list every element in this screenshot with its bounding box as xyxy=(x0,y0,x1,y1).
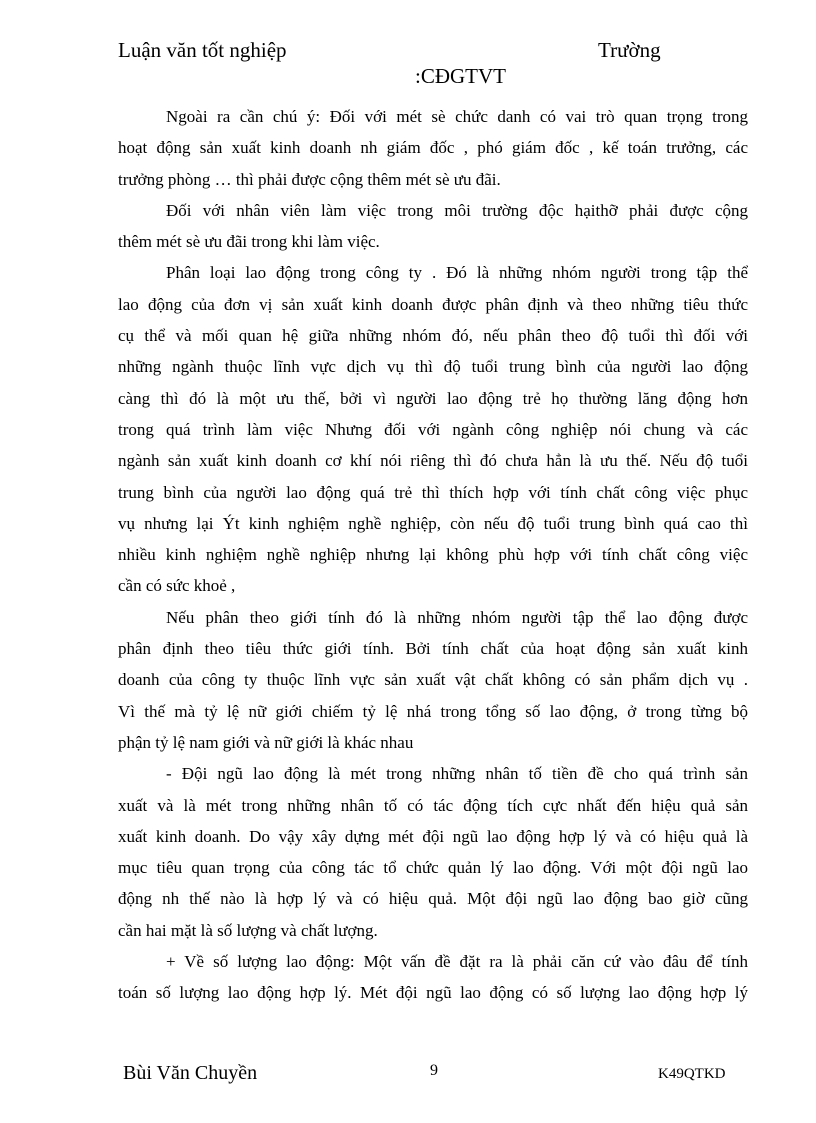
header-school: Trường xyxy=(598,38,661,62)
text-line: cần hai mặt là số lượng và chất lượng. xyxy=(118,920,378,940)
text-line: xuất và là mét trong những nhân tố có tác động tích cực nhất đến hiệu quả sản xyxy=(118,795,748,815)
text-line: động nh thế nào là hợp lý và có hiệu quả. Một đội ngũ lao động bao giờ cũng xyxy=(118,889,748,909)
text-line: lao động của đơn vị sản xuất kinh doanh được phân định và theo những tiêu thức xyxy=(118,294,748,314)
text-line: mục tiêu quan trọng của công tác tổ chức quản lý lao động. Với một đội ngũ lao xyxy=(118,858,748,878)
text-line: hoạt động sản xuất kinh doanh nh giám đốc , phó giám đốc , kế toán trưởng, các xyxy=(118,138,748,158)
text-line: cụ thể và mối quan hệ giữa những nhóm đó, nếu phân theo độ tuổi thì đối với xyxy=(118,326,748,346)
footer-author: Bùi Văn Chuyền xyxy=(123,1062,258,1084)
text-line: ngành sản xuất kinh doanh cơ khí nói riêng thì đó chưa hẳn là ưu thế. Nếu độ tuổi xyxy=(118,451,748,471)
text-line: Nếu phân theo giới tính đó là những nhóm người tập thể lao động được xyxy=(166,607,748,627)
header-title: Luận văn tốt nghiệp xyxy=(118,38,287,62)
text-line: nhiều kinh nghiệm nghề nghiệp nhưng lại không phù hợp với tính chất công việc xyxy=(118,545,748,565)
text-line: phận tỷ lệ nam giới và nữ giới là khác nhau xyxy=(118,732,414,752)
text-line: vụ nhưng lại Ýt kinh nghiệm nghề nghiệp, còn nếu độ tuổi trung bình quá cao thì xyxy=(118,513,748,533)
text-line: doanh của công ty thuộc lĩnh vực sản xuất vật chất không có sản phẩm dịch vụ . xyxy=(118,670,748,690)
text-line: xuất kinh doanh. Do vậy xây dựng mét đội ngũ lao động hợp lý và có hiệu quả là xyxy=(118,826,748,846)
text-line: + Về số lượng lao động: Một vấn đề đặt ra là phải căn cứ vào đâu để tính xyxy=(166,952,748,972)
text-line: những ngành thuộc lĩnh vực dịch vụ thì độ tuổi trung bình của người lao động xyxy=(118,357,748,377)
text-line: trong quá trình làm việc Nhưng đối với ngành công nghiệp nói chung và các xyxy=(118,419,748,439)
page-number: 9 xyxy=(430,1062,438,1079)
text-line: Ngoài ra cần chú ý: Đối với mét sè chức danh có vai trò quan trọng trong xyxy=(166,107,748,126)
text-line: phân định theo tiêu thức giới tính. Bởi tính chất của hoạt động sản xuất kinh xyxy=(118,639,748,659)
header-school-code: :CĐGTVT xyxy=(415,64,506,88)
text-line: Phân loại lao động trong công ty . Đó là những nhóm người trong tập thể xyxy=(166,263,748,283)
footer-code: K49QTKD xyxy=(658,1066,726,1082)
text-line: trưởng phòng … thì phải được cộng thêm mét sè ưu đãi. xyxy=(118,169,501,189)
text-line: toán số lượng lao động hợp lý. Mét đội ngũ lao động có số lượng lao động hợp lý xyxy=(118,983,748,1003)
text-line: cần có sức khoẻ , xyxy=(118,576,236,596)
text-line: Vì thế mà tỷ lệ nữ giới chiếm tỷ lệ nhá trong tổng số lao động, ở trong từng bộ xyxy=(118,701,748,721)
body-text xyxy=(118,101,748,1009)
text-line: trung bình của người lao động quá trẻ thì thích hợp với tính chất công việc phục xyxy=(118,482,748,502)
text-line: - Đội ngũ lao động là mét trong những nhân tố tiền đề cho quá trình sản xyxy=(166,764,748,784)
text-line: Đối với nhân viên làm việc trong môi trường độc hạithỡ phải được cộng xyxy=(166,200,748,220)
text-line: càng thì đó là một ưu thế, bởi vì người lao động trẻ họ thường lăng động hơn xyxy=(118,388,748,408)
text-line: thêm mét sè ưu đãi trong khi làm việc. xyxy=(118,232,380,252)
